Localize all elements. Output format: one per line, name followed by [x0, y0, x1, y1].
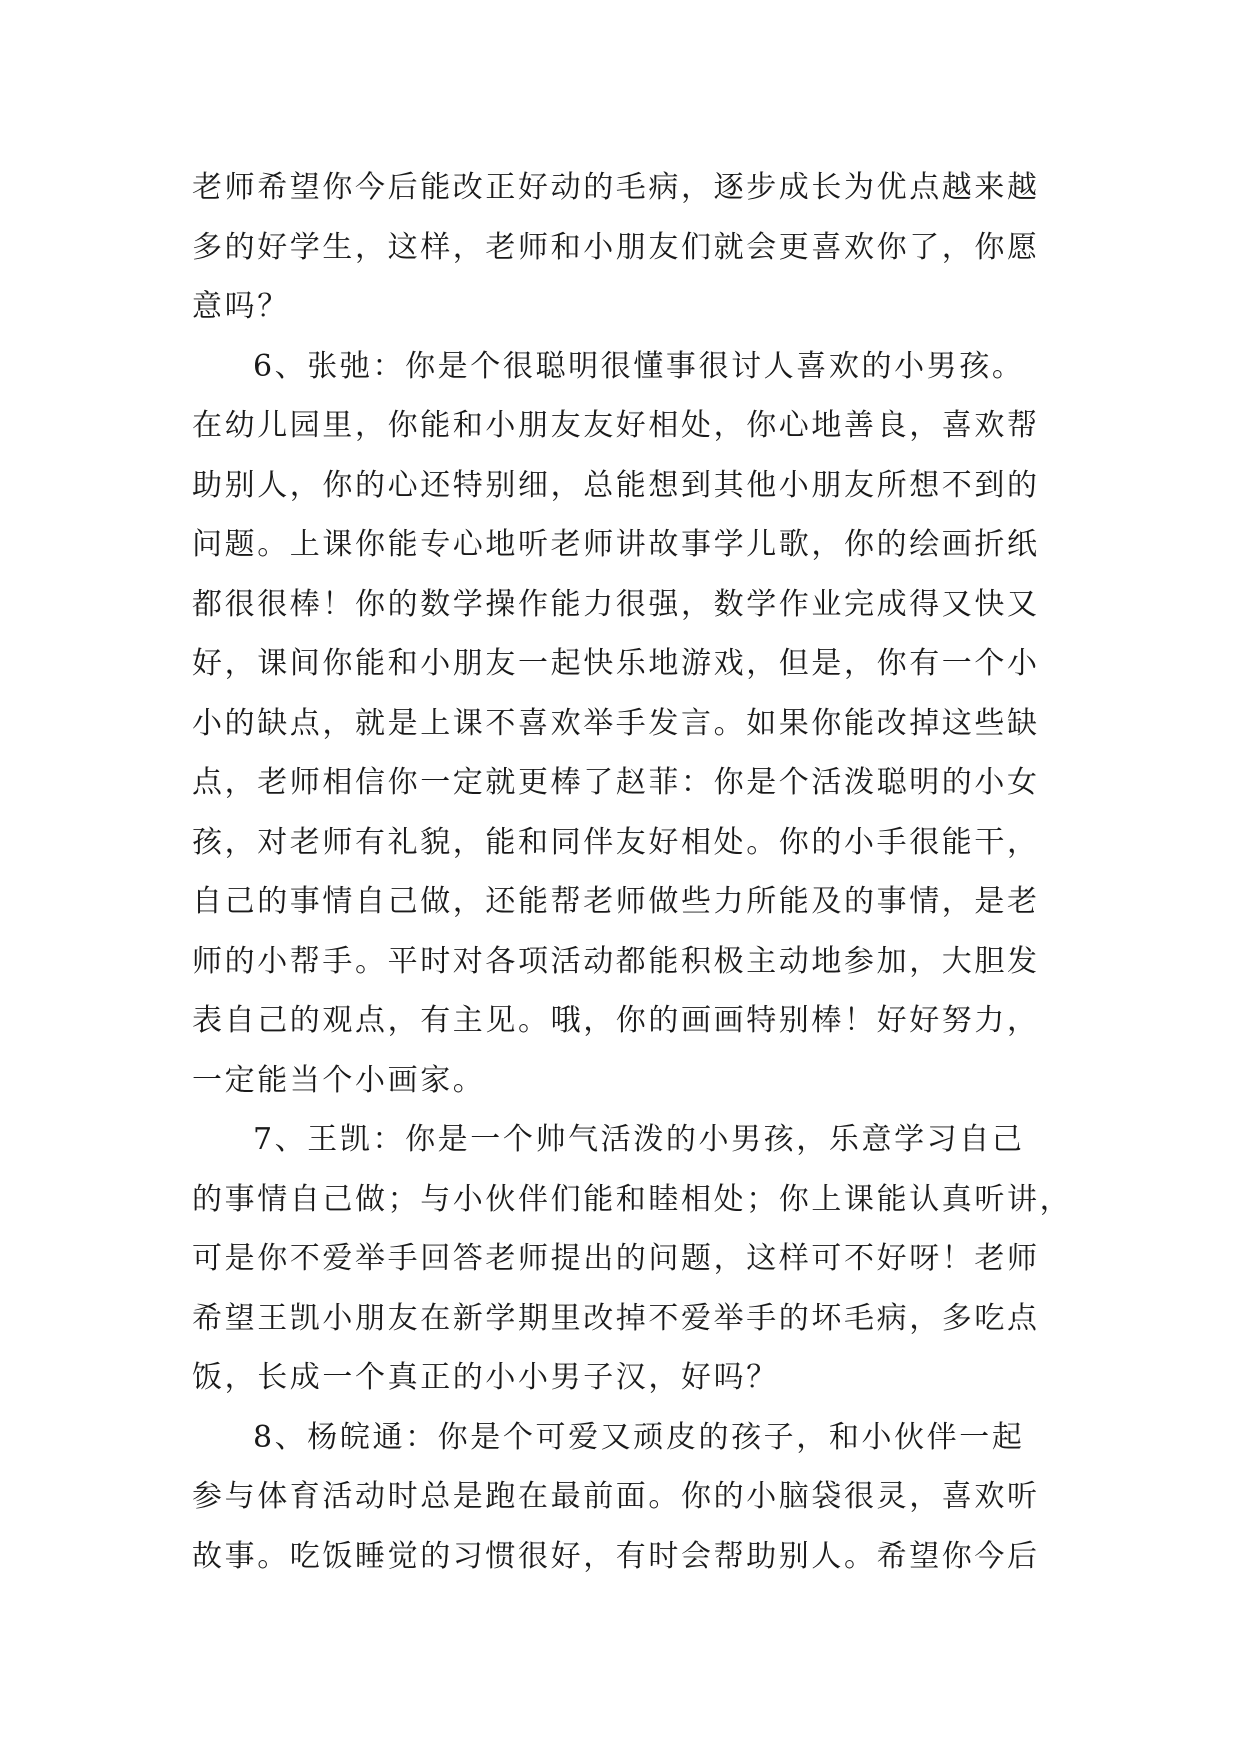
- text-line: 问题。上课你能专心地听老师讲故事学儿歌，你的绘画折纸: [192, 527, 1040, 562]
- text-line: 老师希望你今后能改正好动的毛病，逐步成长为优点越来越: [192, 170, 1040, 205]
- text-line: 意吗？: [192, 289, 290, 324]
- text-line: 师的小帮手。平时对各项活动都能积极主动地参加，大胆发: [192, 943, 1040, 979]
- text-line: 小的缺点，就是上课不喜欢举手发言。如果你能改掉这些缺: [192, 705, 1040, 741]
- paragraph-start-line: 8、杨皖通：你是个可爱又顽皮的孩子，和小伙伴一起: [253, 1419, 1025, 1455]
- text-line: 可是你不爱举手回答老师提出的问题，这样可不好呀！老师: [192, 1241, 1040, 1276]
- text-line: 多的好学生，这样，老师和小朋友们就会更喜欢你了，你愿: [192, 229, 1040, 265]
- text-line: 助别人，你的心还特别细，总能想到其他小朋友所想不到的: [192, 467, 1040, 503]
- text-line: 的事情自己做；与小伙伴们能和睦相处；你上课能认真听讲，: [192, 1181, 1073, 1217]
- text-line: 在幼儿园里，你能和小朋友友好相处，你心地善良，喜欢帮: [192, 408, 1040, 443]
- text-line: 点，老师相信你一定就更棒了赵菲：你是个活泼聪明的小女: [192, 765, 1040, 800]
- text-line: 好，课间你能和小朋友一起快乐地游戏，但是，你有一个小: [192, 646, 1040, 681]
- text-line: 孩，对老师有礼貌，能和同伴友好相处。你的小手很能干，: [192, 824, 1040, 860]
- paragraph-start-line: 7、王凯：你是一个帅气活泼的小男孩，乐意学习自己: [253, 1122, 1025, 1157]
- text-line: 自己的事情自己做，还能帮老师做些力所能及的事情，是老: [192, 884, 1040, 919]
- text-line: 故事。吃饭睡觉的习惯很好，有时会帮助别人。希望你今后: [192, 1538, 1040, 1574]
- text-line: 一定能当个小画家。: [192, 1062, 486, 1098]
- body-text: [192, 158, 1073, 1586]
- text-line: 都很很棒！你的数学操作能力很强，数学作业完成得又快又: [192, 586, 1040, 622]
- text-line: 饭，长成一个真正的小小男子汉，好吗？: [192, 1360, 779, 1395]
- text-line: 希望王凯小朋友在新学期里改掉不爱举手的坏毛病，多吃点: [192, 1300, 1040, 1336]
- paragraph-start-line: 6、张弛：你是个很聪明很懂事很讨人喜欢的小男孩。: [253, 348, 1025, 384]
- text-line: 参与体育活动时总是跑在最前面。你的小脑袋很灵，喜欢听: [192, 1479, 1040, 1514]
- text-line: 表自己的观点，有主见。哦，你的画画特别棒！好好努力，: [192, 1003, 1040, 1038]
